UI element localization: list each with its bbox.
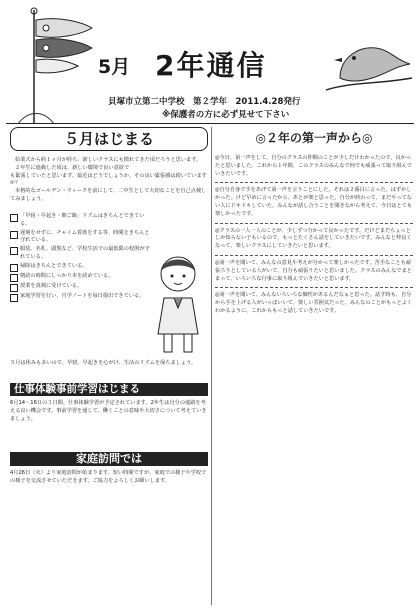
first-voice-heading: ◎２年の第一声から◎ [255, 131, 373, 145]
may-heading: ５月はじまる [10, 127, 208, 151]
check-item [10, 213, 150, 229]
comment-divider [215, 287, 413, 288]
checkbox-icon [10, 294, 18, 302]
home-visit-text: 4月26日（火）より家庭訪問が始まります。短い時間ですが、家庭での様子や学校での様子を交流させていただきます。ご協力をよろしくお願いします。 [10, 470, 207, 484]
check-item [10, 273, 150, 282]
work-experience-heading: 仕事体験事前学習はじまる [10, 383, 208, 396]
work-experience-text: 6月14～16日の３日間、仕事体験学習が予定されています。2年生は自分の進路を考える良い機会です。事前学習を通して、働くことの意味や大切さについて考えていきましょう。 [10, 400, 207, 422]
check-text: 「早寝・早起き・朝ご飯」リズムはきちんとできている。 [20, 213, 145, 227]
student-illustration [150, 250, 206, 354]
newsletter-title: 2年通信 [155, 49, 267, 82]
student-comment: ◎今日、第一声をして、自分のクラスの仲間のことが少しだけわかったので、良かったと思いました。これから１年間、このクラスのみんなで何でも頑張って取り組んでいきたいです。 [215, 155, 412, 177]
checkbox-icon [10, 264, 18, 272]
intro-paragraph: 本格的なゴールデン・ウィークを前にして、二中生として大切なことを自己点検してみましょう。 [10, 188, 207, 202]
comment-divider [215, 223, 413, 224]
check-item [10, 246, 150, 262]
comment-divider [215, 255, 413, 256]
intro-text [10, 157, 208, 204]
intro-paragraph: 始業式から約１ヶ月が経ち、新しいクラスにも慣れてきた頃だろうと思います。 [15, 157, 202, 163]
issue-month: 5月 [98, 56, 131, 78]
bird-illustration [320, 28, 416, 98]
comment-divider [215, 182, 413, 183]
column-divider [211, 127, 212, 605]
checkbox-icon [10, 231, 18, 239]
header-divider [6, 123, 414, 124]
school-info: 貝塚市立第二中学校 第２学年 2011.4.28発行 [108, 97, 301, 107]
checkbox-icon [10, 214, 18, 222]
check-text: 遅刻をせずに、チャイム着席をする等、時間をきちんと守れている。 [20, 229, 150, 244]
home-visit-heading: 家庭訪問では [10, 452, 208, 466]
student-comment: ◎クラスの一人一人のことが、少しずつ分かって良かったです。だけどまだちょっとしか知らない子もいるので、もっとたくさん話をしていきたいです。みんなと仲良くなって、楽しいクラスにしていきたいと思います。 [215, 227, 412, 250]
check-item [10, 263, 150, 272]
check-text: 掃除はきちんとできている。 [20, 262, 88, 269]
checkbox-icon [10, 274, 18, 282]
student-comment: ◎自分自身で手をあげて第一声を言うことにした。それは２番目に言った。はずかしかった。けど早めに言ったから、あとが楽と思った。自分が終わって、まだやってない人にドキドキしていた。みんなが話し合うことを聞きながら考えて、今日はとても楽しかったです。 [215, 187, 413, 217]
first-voice-comments [215, 155, 413, 316]
work-experience-banner [10, 383, 208, 396]
first-voice-heading-box [215, 127, 413, 151]
check-item [10, 230, 150, 246]
intro-paragraph: も緊張していたと思います。最近はどうでしょうか。その良い緊張感は続いていますか？ [10, 172, 207, 187]
check-item [10, 293, 150, 302]
check-text: 授業を真剣に受けている。 [20, 282, 83, 289]
check-text: 家庭学習を行い、自学ノートを毎日提出できている。 [20, 292, 145, 299]
may-heading-box [10, 127, 208, 151]
check-text: 服装、名札、頭髪など、学校生活での最低限の校則が守れている。 [20, 246, 150, 260]
carp-streamer-illustration [4, 6, 96, 126]
student-comment: ◎第一声を聞いて、みんないろいろな個性があるんだなぁと思った。話す時も、自分から手を上げる人がいっぱいいて、楽しい雰囲気だった。みんなのことがもっとよくわかるように、これからもっと話していきたいです。 [215, 292, 413, 314]
checkbox-icon [10, 284, 18, 292]
parent-notice: ※保護者の方に必ず見せて下さい [162, 110, 290, 120]
checkbox-icon [10, 247, 18, 255]
closing-text: ５月は休みも多いので、早寝、早起きを心がけ、生活のリズムを保ちましょう。 [10, 360, 197, 366]
self-check-list [10, 212, 150, 303]
intro-paragraph: ２年生に進級した頃は、新しい環境で良い意欲で [15, 164, 130, 171]
home-visit-banner [10, 452, 208, 466]
check-text: 朝読の時間にしっかり本を読めている。 [20, 272, 114, 279]
student-comment: ◎第一声を聞いて、みんなの意見や考えが分かって楽しかったです。苦手なことも頑張ろうとしている人がいて、自分も頑張りたいと思いました。クラスのみんなでまとまって、いろいろな行事に取り組んでいきたいと思います。 [215, 259, 412, 282]
check-item [10, 283, 150, 292]
